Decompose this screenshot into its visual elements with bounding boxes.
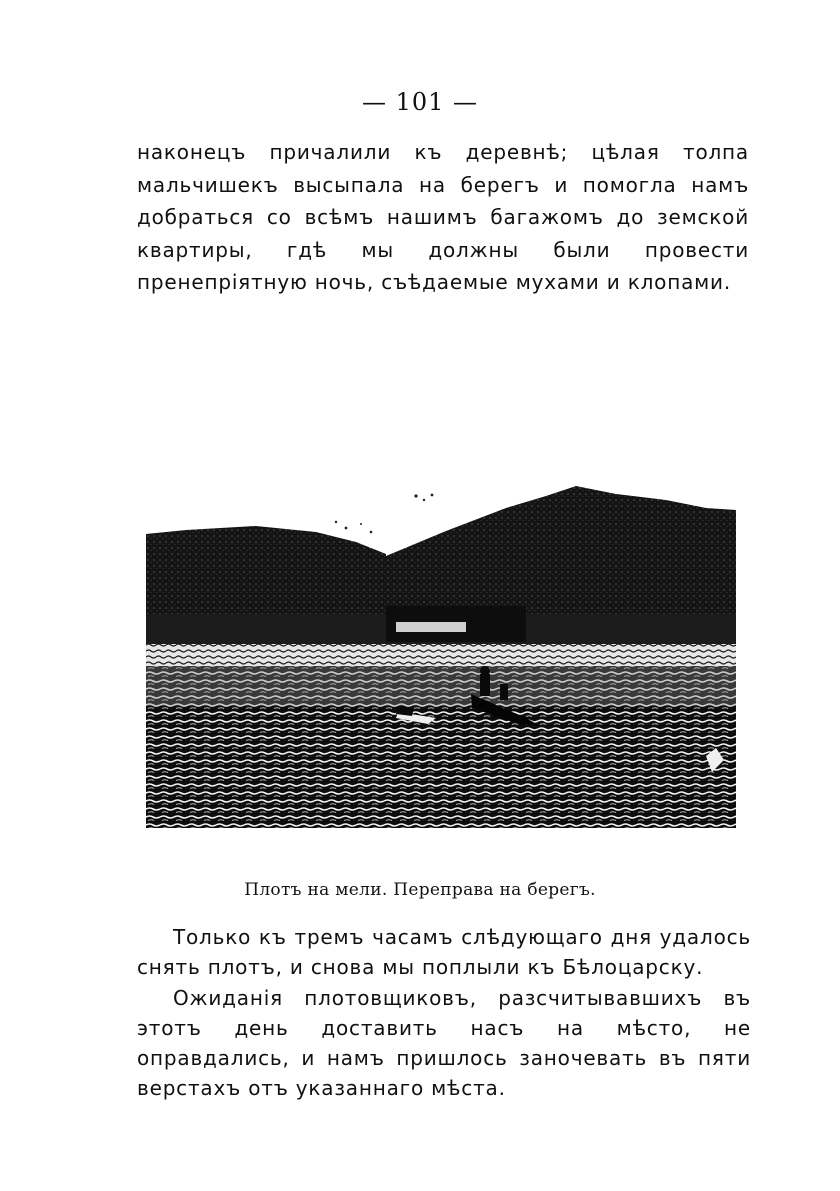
river-photo-icon <box>146 486 736 828</box>
paragraph-continued: наконецъ причалили къ деревнѣ; цѣлая толпа мальчишекъ высыпала на берегъ и помогла намъ добраться со всѣмъ нашимъ багажомъ до земской квартиры, гдѣ мы должны были провести пренепріятную ночь, съѣдаемые мухами и клопами. <box>137 140 749 294</box>
paragraph-raft-text: Только къ тремъ часамъ слѣдующаго дня удалось снять плотъ, и снова мы поплыли къ Бѣлоцарску. <box>137 925 751 979</box>
photo-caption: Плотъ на мели. Переправа на берегъ. <box>244 880 596 900</box>
paragraph-raft <box>137 922 751 982</box>
river-photograph <box>146 486 736 828</box>
paragraph-expectations-text: Ожиданія плотовщиковъ, разсчитывавшихъ въ этотъ день доставить насъ на мѣсто, не оправдались, и намъ пришлось заночевать въ пяти верстахъ отъ указаннаго мѣста. <box>137 986 751 1100</box>
paragraph-expectations <box>137 983 751 1103</box>
page-number: — 101 — <box>361 88 479 116</box>
